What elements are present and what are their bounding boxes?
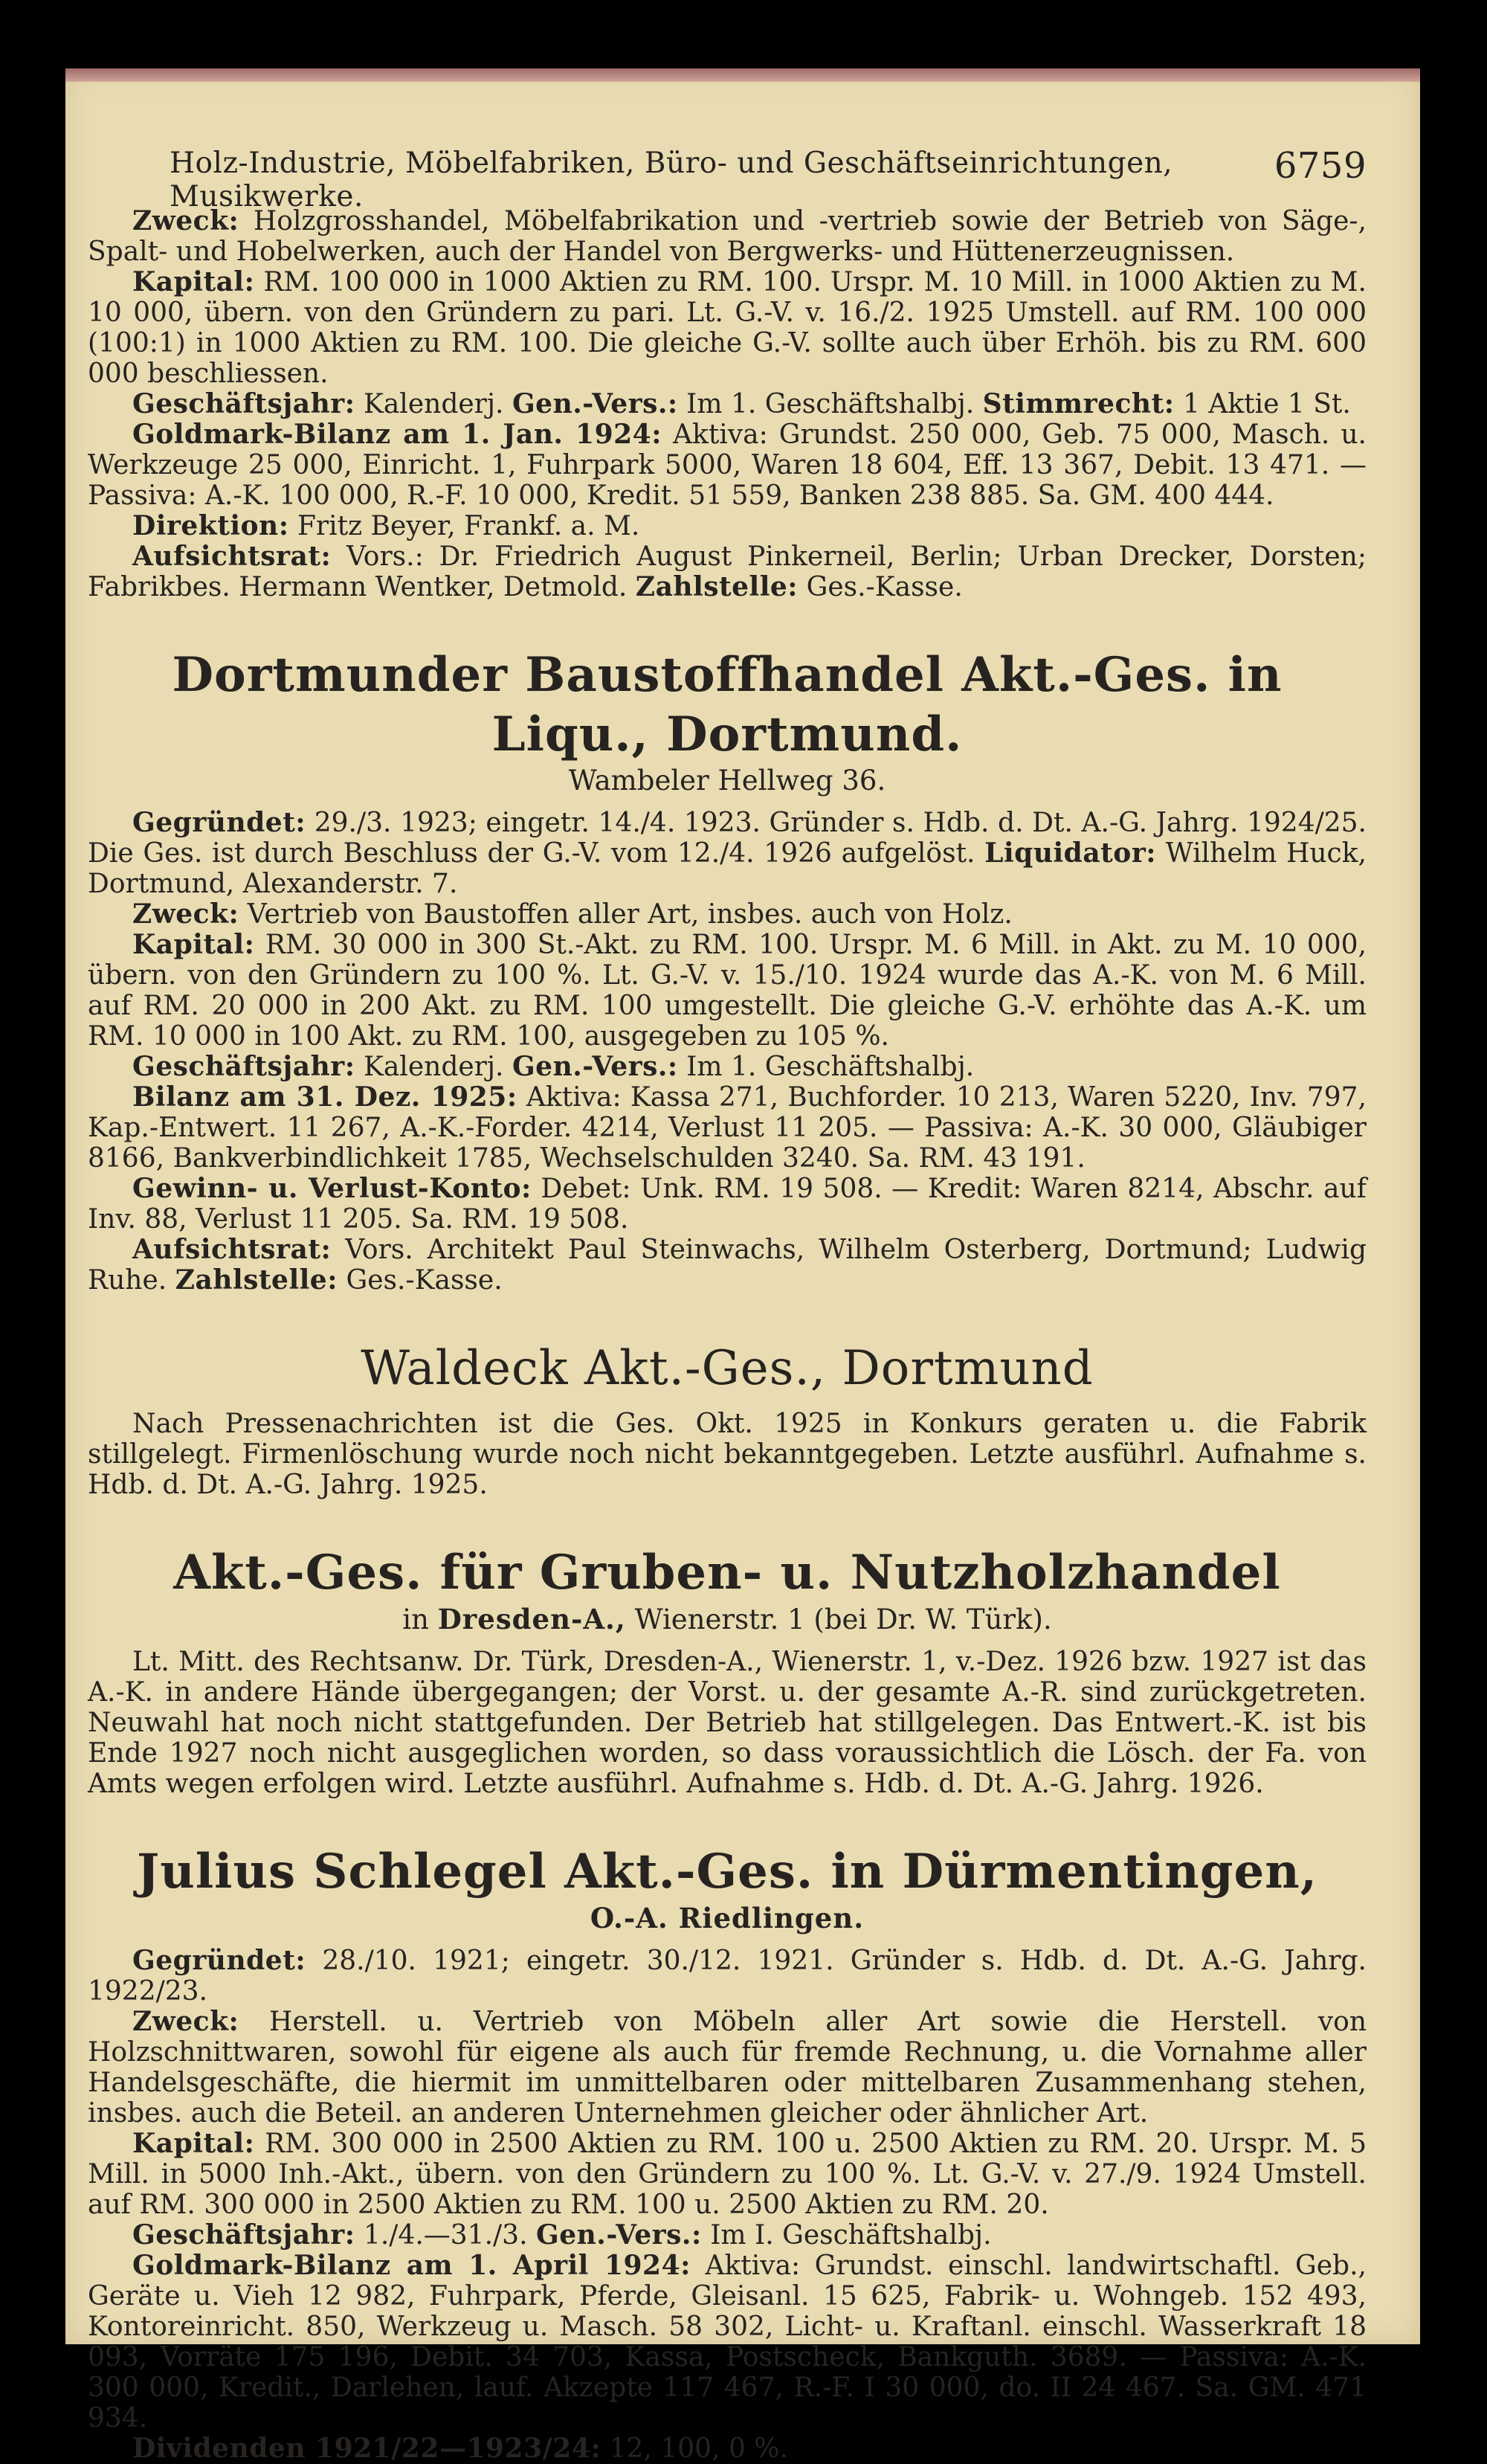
- entry-julius-schlegel: [88, 1842, 1367, 2464]
- entry3-text: Nach Pressenachrichten ist die Ges. Okt. 1925 in Konkurs geraten u. die Fabrik stillgelegt. Firmenlöschung wurde noch nicht bekanntgegeben. Letzte ausführl. Aufnahme s. Hdb. d. Dt. A.-G. Jahrg. 1925.: [88, 1409, 1367, 1500]
- entry1-kapital: Kapital: RM. 100 000 in 1000 Aktien zu RM. 100. Urspr. M. 10 Mill. in 1000 Aktien zu M. 10 000, übern. von den Gründern zu pari. Lt. G.-V. v. 16./2. 1925 Umstell. auf RM. 100 000 (100:1) in 1000 Aktien zu RM. 100. Die gleiche G.-V. sollte auch über Erhöh. bis zu RM. 600 000 beschliessen.: [88, 266, 1367, 389]
- entry2-guv: Gewinn- u. Verlust-Konto: Debet: Unk. RM. 19 508. — Kredit: Waren 8214, Abschr. auf Inv. 88, Verlust 11 205. Sa. RM. 19 508.: [88, 1173, 1367, 1235]
- entry1-bilanz: Goldmark-Bilanz am 1. Jan. 1924: Aktiva: Grundst. 250 000, Geb. 75 000, Masch. u. Werkzeuge 25 000, Einricht. 1, Fuhrpark 5000, Waren 18 604, Eff. 13 367, Debit. 13 471. — Passiva: A.-K. 100 000, R.-F. 10 000, Kredit. 51 559, Banken 238 885. Sa. GM. 400 444.: [88, 419, 1367, 511]
- entry2-title: Dortmunder Baustoffhandel Akt.-Ges. in Liqu., Dortmund.: [172, 647, 1283, 762]
- entry5-gegruendet: Gegründet: 28./10. 1921; eingetr. 30./12. 1921. Gründer s. Hdb. d. Dt. A.-G. Jahrg. 1922/23.: [88, 1945, 1367, 2007]
- entry-dortmunder-baustoffhandel: [88, 646, 1367, 1296]
- scanned-page: [65, 68, 1420, 2464]
- entry2-zweck: Zweck: Vertrieb von Baustoffen aller Art, insbes. auch von Holz.: [132, 898, 1013, 930]
- entry1-aufsichtsrat: Aufsichtsrat: Vors.: Dr. Friedrich August Pinkerneil, Berlin; Urban Drecker, Dorsten; Fabrikbes. Hermann Wentker, Detmold. Zahlstelle: Ges.-Kasse.: [88, 541, 1367, 602]
- entry4-text: Lt. Mitt. des Rechtsanw. Dr. Türk, Dresden-A., Wienerstr. 1, v.-Dez. 1926 bzw. 1927 ist das A.-K. in andere Hände übergegangen; der Vorst. u. der gesamte A.-R. sind zurückgetreten. Neuwahl hat noch nicht stattgefunden. Der Betrieb hat stillgelegen. Das Entwert.-K. ist bis Ende 1927 noch nicht ausgeglichen worden, so dass voraussichtlich die Lösch. der Fa. von Amts wegen erfolgen wird. Letzte ausführl. Aufnahme s. Hdb. d. Dt. A.-G. Jahrg. 1926.: [88, 1647, 1367, 1799]
- entry2-bilanz: Bilanz am 31. Dez. 1925: Aktiva: Kassa 271, Buchforder. 10 213, Waren 5220, Inv. 797, Kap.-Entwert. 11 267, A.-K.-Forder. 4214, Verlust 11 205. — Passiva: A.-K. 30 000, Gläubiger 8166, Bankverbindlichkeit 1785, Wechselschulden 3240. Sa. RM. 43 191.: [88, 1081, 1367, 1174]
- entry5-bilanz: Goldmark-Bilanz am 1. April 1924: Aktiva: Grundst. einschl. landwirtschaftl. Geb., Geräte u. Vieh 12 982, Fuhrpark, Pferde, Gleisanl. 15 625, Fabrik- u. Wohngeb. 152 493, Kontoreinricht. 850, Werkzeug u. Masch. 58 302, Licht- u. Kraftanl. einschl. Wasserkraft 18 093, Vorräte 175 196, Debit. 34 703, Kassa, Postscheck, Bankguth. 3689. — Passiva: A.-K. 300 000, Kredit., Darlehen, lauf. Akzepte 117 467, R.-F. I 30 000, do. II 24 467. Sa. GM. 471 934.: [88, 2250, 1367, 2434]
- entry5-geschaeftsjahr: Geschäftsjahr: 1./4.—31./3. Gen.-Vers.: Im I. Geschäftshalbj.: [132, 2219, 992, 2251]
- entry2-aufsichtsrat: Aufsichtsrat: Vors. Architekt Paul Steinwachs, Wilhelm Osterberg, Dortmund; Ludwig Ruhe. Zahlstelle: Ges.-Kasse.: [88, 1234, 1367, 1296]
- entry2-gegruendet: Gegründet: 29./3. 1923; eingetr. 14./4. 1923. Gründer s. Hdb. d. Dt. A.-G. Jahrg. 1924/25. Die Ges. ist durch Beschluss der G.-V. vom 12./4. 1926 aufgelöst. Liquidator: Wilhelm Huck, Dortmund, Alexanderstr. 7.: [88, 807, 1367, 899]
- page-top-edge: [65, 68, 1420, 82]
- entry1-direktion: Direktion: Fritz Beyer, Frankf. a. M.: [132, 510, 640, 541]
- entry5-zweck: Zweck: Herstell. u. Vertrieb von Möbeln aller Art sowie die Herstell. von Holzschnittwaren, sowohl für eigene als auch für fremde Rechnung, u. die Vornahme aller Handelsgeschäfte, die hiermit im unmittelbaren oder mittelbaren Zusammenhang stehen, insbes. auch die Beteil. an anderen Unternehmen gleicher oder ähnlicher Art.: [88, 2006, 1367, 2129]
- entry2-kapital: Kapital: RM. 30 000 in 300 St.-Akt. zu RM. 100. Urspr. M. 6 Mill. in Akt. zu M. 10 000, übern. von den Gründern zu 100 %. Lt. G.-V. v. 15./10. 1924 wurde das A.-K. von M. 6 Mill. auf RM. 20 000 in 200 Akt. zu RM. 100 umgestellt. Die gleiche G.-V. erhöhte das A.-K. um RM. 10 000 in 100 Akt. zu RM. 100, ausgegeben zu 105 %.: [88, 929, 1367, 1052]
- entry4-title: Akt.-Ges. für Gruben- u. Nutzholzhandel: [173, 1545, 1281, 1601]
- entry1-geschaeftsjahr: Geschäftsjahr: Kalenderj. Gen.-Vers.: Im 1. Geschäftshalbj. Stimmrecht: 1 Aktie 1 St.: [132, 388, 1351, 419]
- entry-waldeck: [88, 1339, 1367, 1500]
- entry1-zweck: Zweck: Holzgrosshandel, Möbelfabrikation und -vertrieb sowie der Betrieb von Säge-, Spalt- und Hobelwerken, auch der Handel von Bergwerks- und Hüttenerzeugnissen.: [88, 205, 1367, 267]
- page-number: 6759: [1274, 145, 1367, 187]
- entry5-dividenden: Dividenden 1921/22—1923/24: 12, 100, 0 %.: [132, 2433, 788, 2464]
- entry2-address: Wambeler Hellweg 36.: [568, 765, 886, 797]
- running-header: [170, 147, 1367, 213]
- entry4-subtitle: in Dresden-A., Wienerstr. 1 (bei Dr. W. Türk).: [402, 1603, 1052, 1635]
- entry-continued: [88, 206, 1367, 602]
- page-body: [88, 206, 1367, 2464]
- running-title: Holz-Industrie, Möbelfabriken, Büro- und Geschäftseinrichtungen, Musikwerke.: [170, 147, 1173, 213]
- entry5-title: Julius Schlegel Akt.-Ges. in Dürmentingen,: [137, 1844, 1317, 1900]
- entry2-geschaeftsjahr: Geschäftsjahr: Kalenderj. Gen.-Vers.: Im 1. Geschäftshalbj.: [132, 1051, 975, 1082]
- entry-gruben-nutzholzhandel: [88, 1543, 1367, 1799]
- entry5-kapital: Kapital: RM. 300 000 in 2500 Aktien zu RM. 100 u. 2500 Aktien zu RM. 20. Urspr. M. 5 Mill. in 5000 Inh.-Akt., übern. von den Gründern zu 100 %. Lt. G.-V. v. 27./9. 1924 Umstell. auf RM. 300 000 in 2500 Aktien zu RM. 100 u. 2500 Aktien zu RM. 20.: [88, 2128, 1367, 2220]
- entry5-subtitle: O.-A. Riedlingen.: [590, 1902, 865, 1934]
- entry3-title: Waldeck Akt.-Ges., Dortmund: [361, 1341, 1094, 1396]
